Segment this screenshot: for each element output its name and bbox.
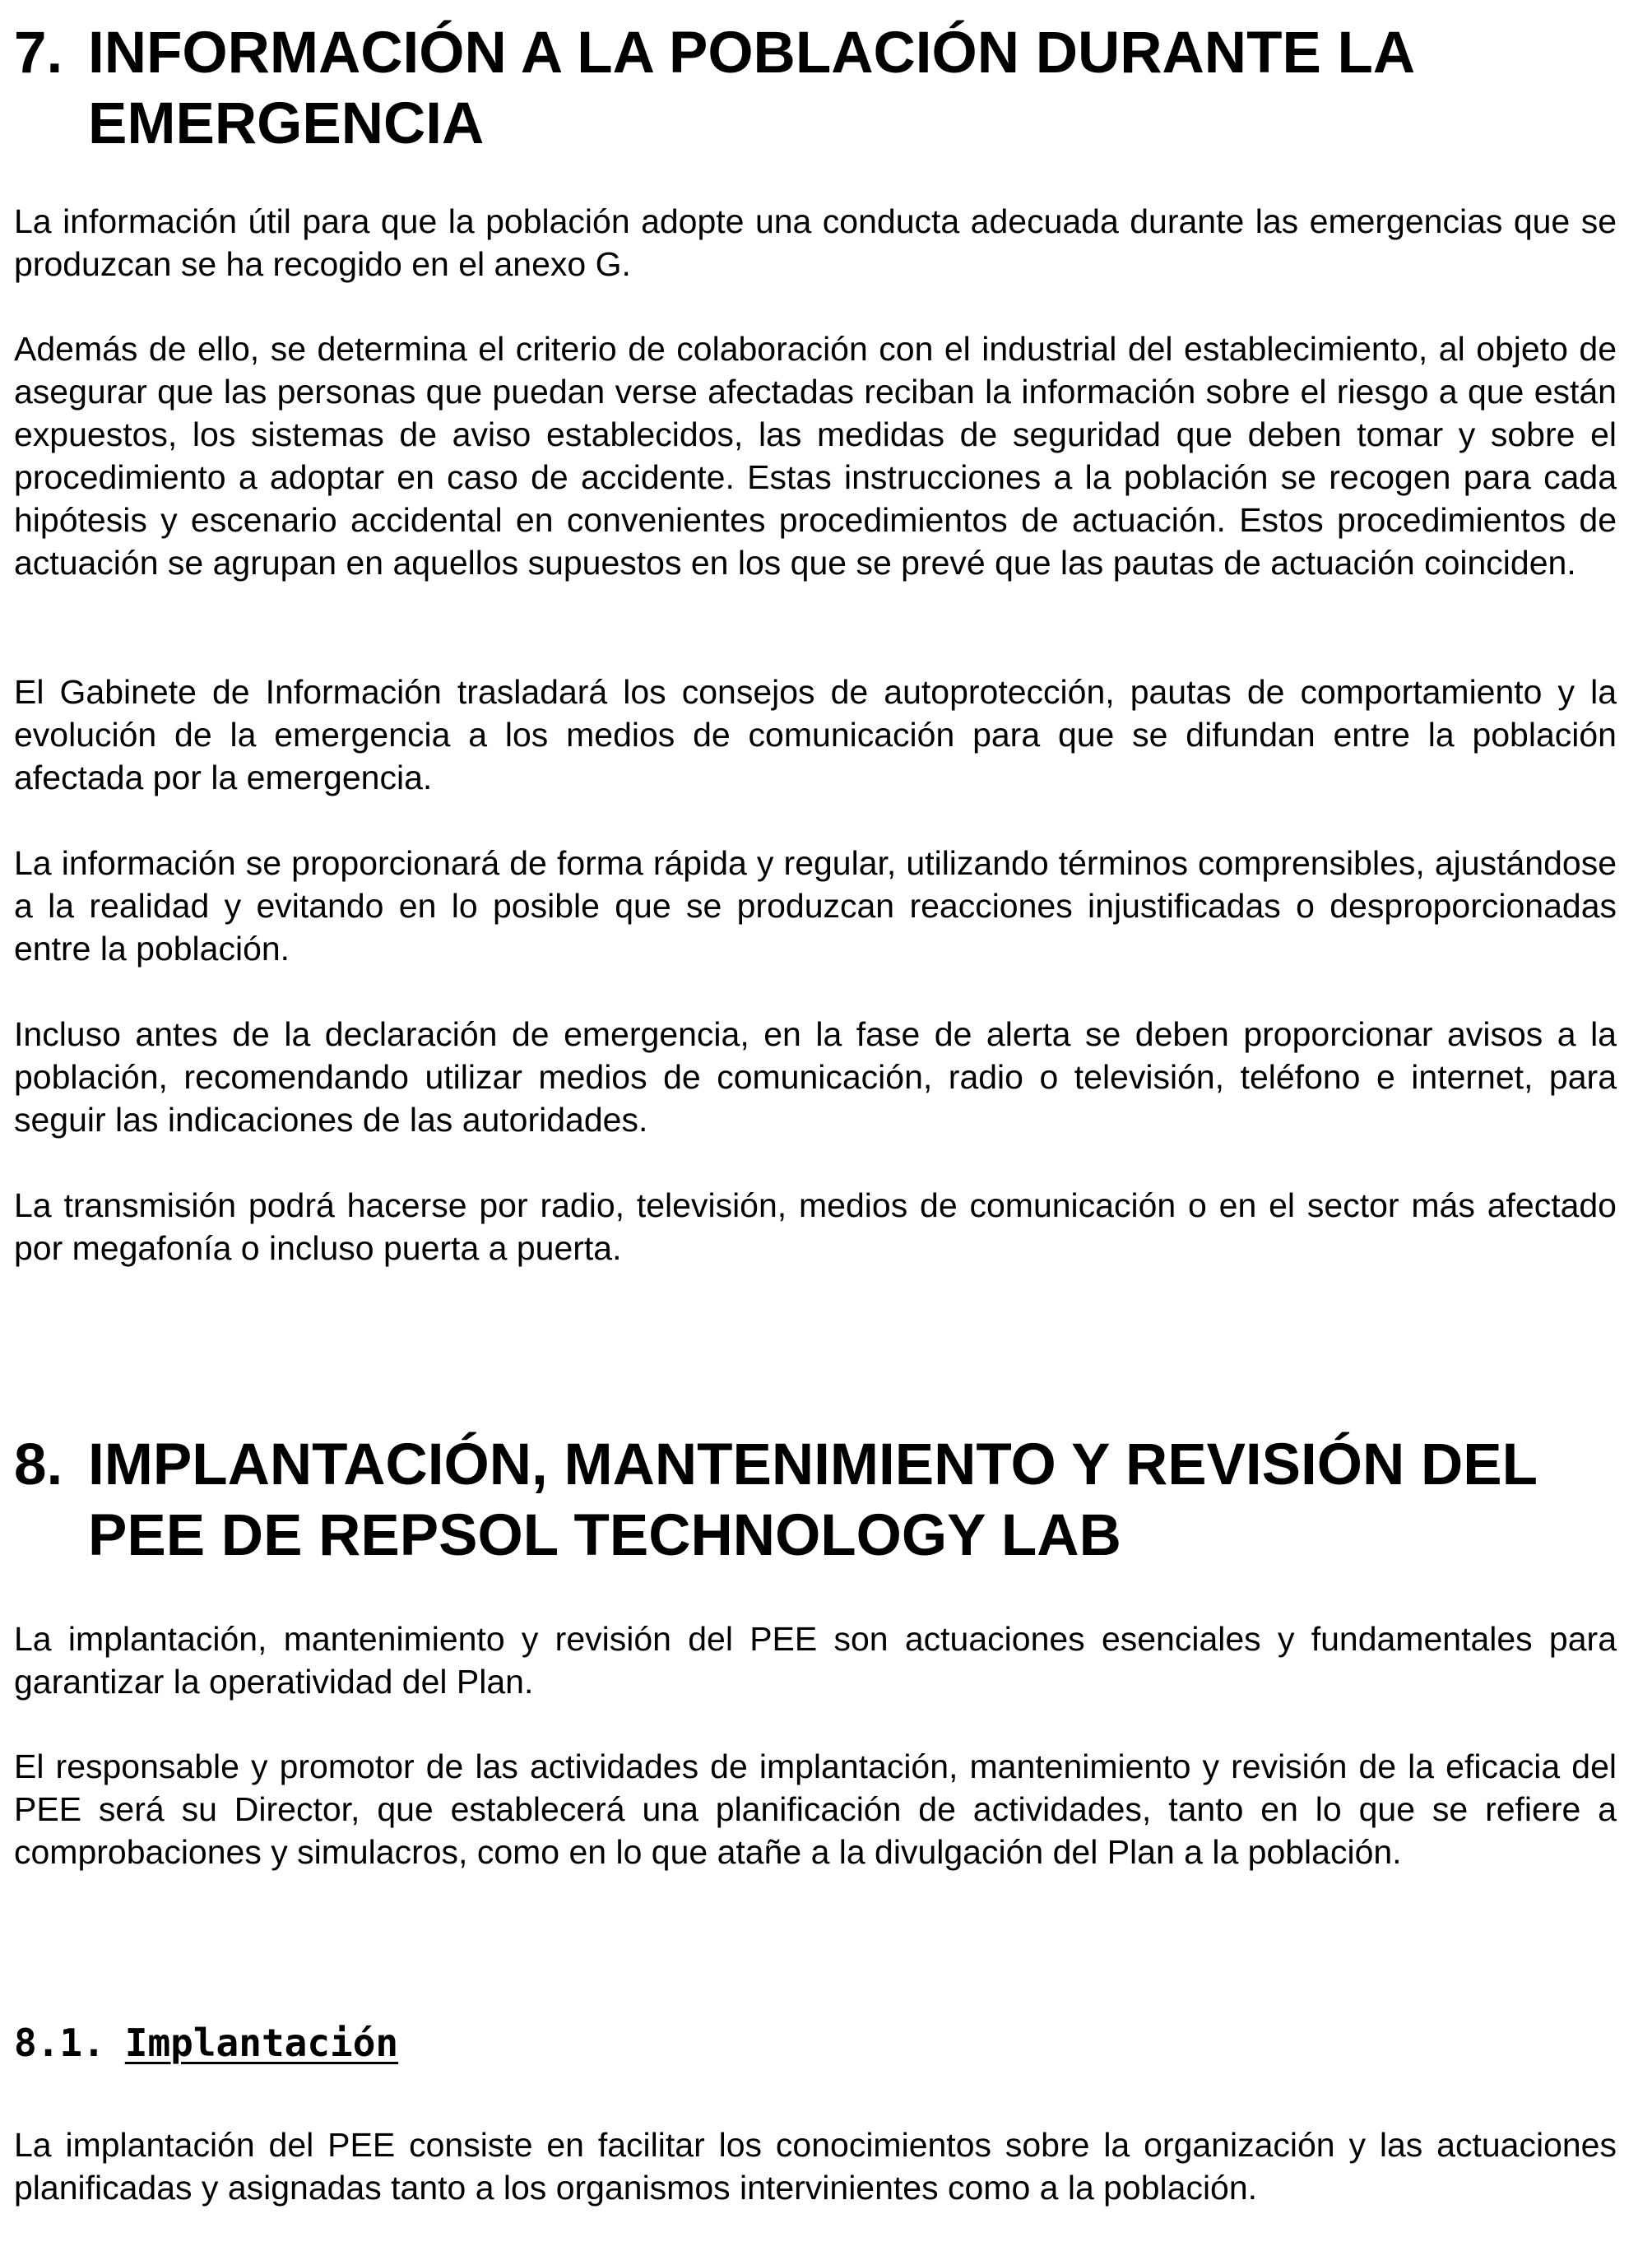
section-7-title: INFORMACIÓN A LA POBLACIÓN DURANTE LA EMERGENCIA (88, 21, 1413, 156)
section-7-number: 7. (14, 21, 63, 86)
section-8-paragraph-1: La implantación, mantenimiento y revisión del PEE son actuaciones esenciales y fundamentales para garantizar la operatividad del Plan. (14, 1620, 1617, 1701)
section-7-paragraph-5: Incluso antes de la declaración de emergencia, en la fase de alerta se deben proporcionar avisos a la población, recomendando utilizar medios de comunicación, radio o televisión, teléfono e internet, para seguir las indicaciones de las autoridades. (14, 1015, 1617, 1139)
section-8-1-paragraph-1: La implantación del PEE consiste en facilitar los conocimientos sobre la organización y las actuaciones planificadas y asignadas tanto a los organismos intervinientes como a la población. (14, 2126, 1617, 2207)
section-8-number: 8. (14, 1432, 63, 1497)
section-8-paragraph-2: El responsable y promotor de las actividades de implantación, mantenimiento y revisión de la eficacia del PEE será su Director, que establecerá una planificación de actividades, tanto en lo que se refiere a comprobaciones y simulacros, como en lo que atañe a la divulgación del Plan a la población. (14, 1747, 1617, 1871)
section-8-1-number: 8.1. (14, 2021, 105, 2065)
section-7-paragraph-1: La información útil para que la población adopte una conducta adecuada durante las emergencias que se produzcan se ha recogido en el anexo G. (14, 202, 1617, 283)
section-7-paragraph-6: La transmisión podrá hacerse por radio, televisión, medios de comunicación o en el sector más afectado por megafonía o incluso puerta a puerta. (14, 1186, 1617, 1267)
section-7-paragraph-4: La información se proporcionará de forma rápida y regular, utilizando términos comprensibles, ajustándose a la realidad y evitando en lo posible que se produzcan reacciones injustificadas o desproporcionadas entre la población. (14, 844, 1617, 968)
section-8-1-title: Implantación (124, 2021, 399, 2065)
section-8-1-heading (14, 2020, 398, 2066)
section-8-title: IMPLANTACIÓN, MANTENIMIENTO Y REVISIÓN DEL PEE DE REPSOL TECHNOLOGY LAB (88, 1432, 1537, 1568)
section-7-paragraph-2: Además de ello, se determina el criterio de colaboración con el industrial del establecimiento, al objeto de asegurar que las personas que puedan verse afectadas reciban la información sobre el riesgo a que están expuestos, los sistemas de aviso establecidos, las medidas de seguridad que deben tomar y sobre el procedimiento a adoptar en caso de accidente. Estas instrucciones a la población se recogen para cada hipótesis y escenario accidental en convenientes procedimientos de actuación. Estos procedimientos de actuación se agrupan en aquellos supuestos en los que se prevé que las pautas de actuación coinciden. (14, 330, 1617, 582)
section-7-paragraph-3: El Gabinete de Información trasladará los consejos de autoprotección, pautas de comportamiento y la evolución de la emergencia a los medios de comunicación para que se difundan entre la población afectada por la emergencia. (14, 673, 1617, 796)
